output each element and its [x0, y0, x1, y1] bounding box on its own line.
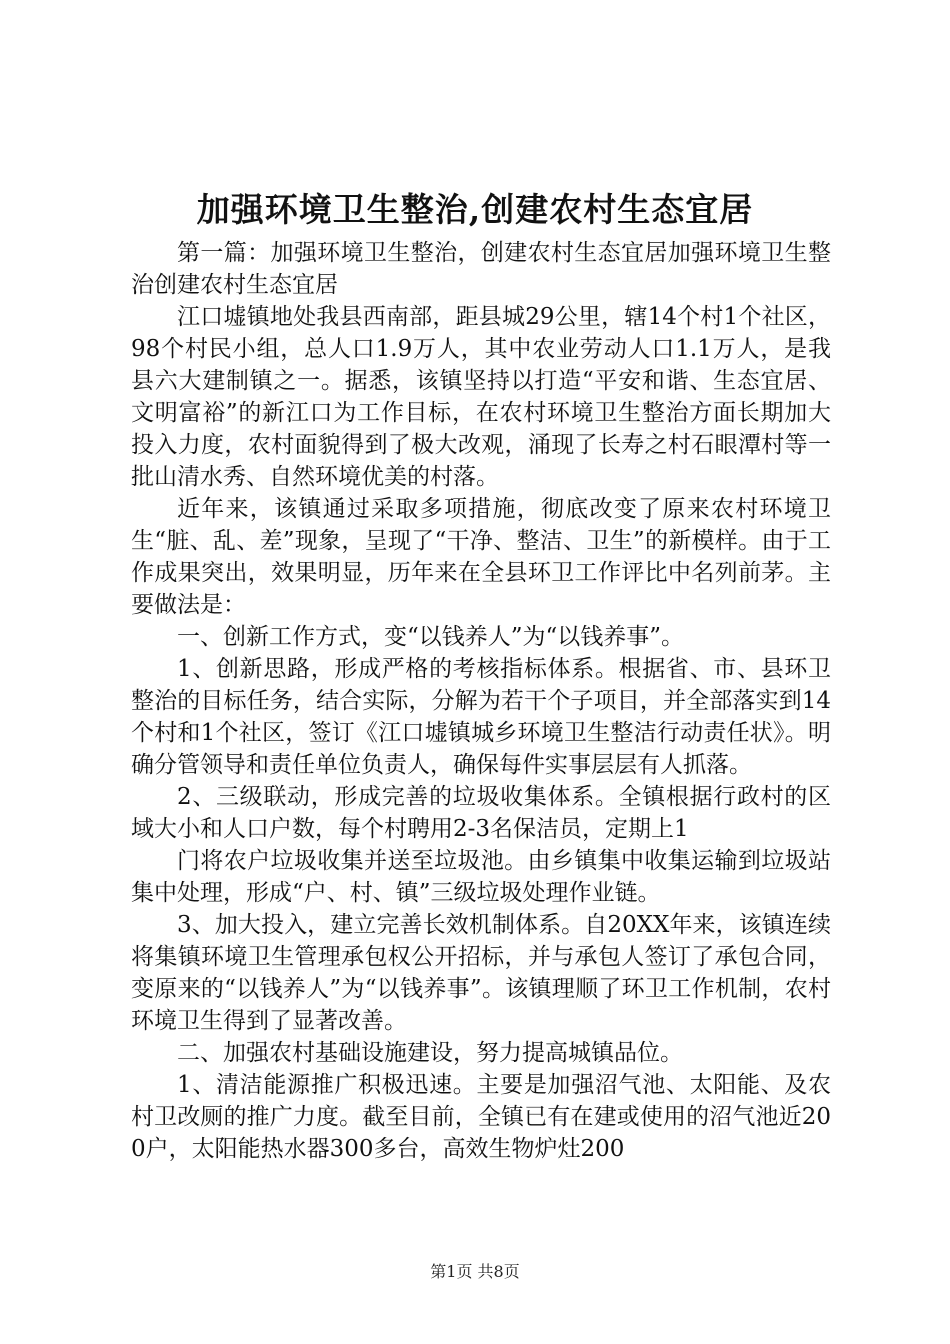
paragraph-section-two-heading: 二、加强农村基础设施建设，努力提高城镇品位。	[177, 1040, 683, 1066]
paragraph-recent-years: 近年来，该镇通过采取多项措施，彻底改变了原来农村环境卫生“脏、乱、差”现象，呈现了“干净、整洁、卫生”的新模样。由于工作成果突出，效果明显，历年来在全县环卫工作评比中名列前茅。主要做法是：	[131, 496, 831, 618]
paragraph-intro: 第一篇：加强环境卫生整治，创建农村生态宜居加强环境卫生整治创建农村生态宜居	[131, 240, 831, 298]
paragraph-overview: 江口墟镇地处我县西南部，距县城29公里，辖14个村1个社区，98个村民小组，总人口1.9万人，其中农业劳动人口1.1万人，是我县六大建制镇之一。据悉，该镇坚持以打造“平安和谐、生态宜居、文明富裕”的新江口为工作目标，在农村环境卫生整治方面长期加大投入力度，农村面貌得到了极大改观，涌现了长寿之村石眼潭村等一批山清水秀、自然环境优美的村落。	[131, 304, 831, 490]
document-title: 加强环境卫生整治,创建农村生态宜居	[196, 190, 754, 229]
paragraph-item-3: 3、加大投入，建立完善长效机制体系。自20XX年来，该镇连续将集镇环境卫生管理承包权公开招标，并与承包人签订了承包合同，变原来的“以钱养人”为“以钱养事”。该镇理顺了环卫工作机制，农村环境卫生得到了显著改善。	[131, 912, 831, 1034]
document-body	[131, 237, 831, 1165]
paragraph-section-one-heading: 一、创新工作方式，变“以钱养人”为“以钱养事”。	[177, 624, 685, 650]
paragraph-clean-energy: 1、清洁能源推广积极迅速。主要是加强沼气池、太阳能、及农村卫改厕的推广力度。截至目前，全镇已有在建或使用的沼气池近200户，太阳能热水器300多台，高效生物炉灶200	[131, 1072, 831, 1162]
paragraph-item-2: 2、三级联动，形成完善的垃圾收集体系。全镇根据行政村的区域大小和人口户数，每个村聘用2-3名保洁员，定期上1	[131, 784, 831, 842]
paragraph-item-2-continued: 门将农户垃圾收集并送至垃圾池。由乡镇集中收集运输到垃圾站集中处理，形成“户、村、镇”三级垃圾处理作业链。	[131, 848, 831, 906]
page-footer: 第1页 共8页	[430, 1262, 520, 1281]
paragraph-item-1: 1、创新思路，形成严格的考核指标体系。根据省、市、县环卫整治的目标任务，结合实际，分解为若干个子项目，并全部落实到14个村和1个社区，签订《江口墟镇城乡环境卫生整洁行动责任状》。明确分管领导和责任单位负责人，确保每件实事层层有人抓落。	[131, 656, 831, 778]
